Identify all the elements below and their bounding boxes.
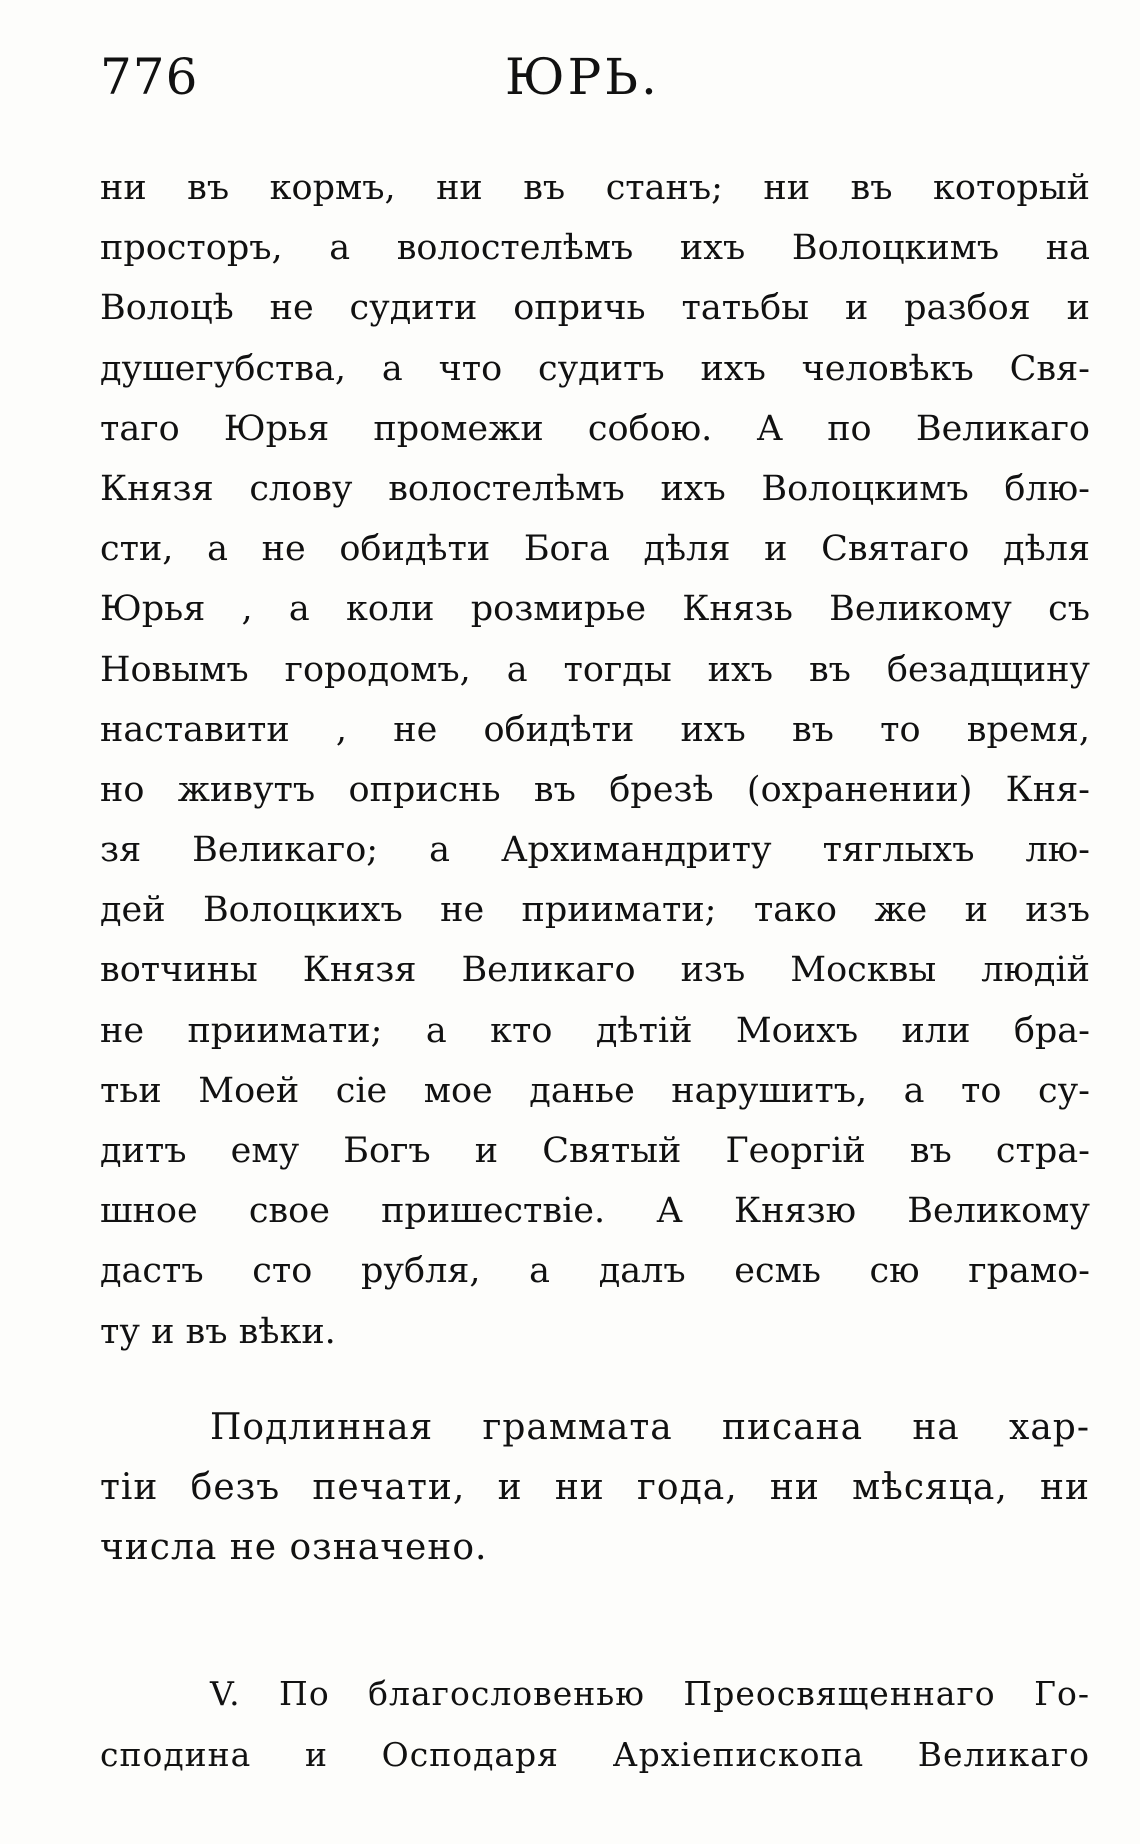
- text-line: наставити , не обидѣти ихъ въ то время,: [100, 709, 1090, 750]
- text-line: не приимати; а кто дѣтій Моихъ или бра-: [100, 1010, 1090, 1051]
- paragraph-spacer: [100, 1362, 1090, 1398]
- text-line: тьи Моей сіе мое данье нарушитъ, а то су-: [100, 1070, 1090, 1111]
- text-line: Юрья , а коли розмирье Князь Великому съ: [100, 589, 1090, 630]
- section-spacer: [100, 1578, 1090, 1664]
- page-header: [100, 48, 1080, 118]
- body-text: [100, 158, 1090, 1785]
- paragraph-note: [100, 1398, 1090, 1579]
- text-line: ту и въ вѣки.: [100, 1311, 336, 1352]
- text-line: зя Великаго; а Архимандриту тяглыхъ лю-: [100, 830, 1090, 871]
- text-line: таго Юрья промежи собою. А по Великаго: [100, 408, 1090, 449]
- running-head: ЮРЬ.: [505, 48, 660, 106]
- text-line: дей Волоцкихъ не приимати; тако же и изъ: [100, 890, 1090, 931]
- text-line: душегубства, а что судитъ ихъ человѣкъ Свя-: [100, 348, 1090, 389]
- text-line: числа не означено.: [100, 1527, 488, 1569]
- text-line: тіи безъ печати, и ни года, ни мѣсяца, ни: [100, 1466, 1090, 1508]
- paragraph-section: [100, 1664, 1090, 1784]
- text-line: сподина и Осподаря Архіепископа Великаго: [100, 1734, 1090, 1774]
- text-line: дастъ сто рубля, а далъ есмь сю грамо-: [100, 1251, 1090, 1292]
- page-number: 776: [100, 48, 199, 106]
- paragraph-main: [100, 158, 1090, 1362]
- text-line: сти, а не обидѣти Бога дѣля и Святаго дѣля: [100, 529, 1090, 570]
- text-line: Князя слову волостелѣмъ ихъ Волоцкимъ блю-: [100, 468, 1090, 509]
- text-line: дитъ ему Богъ и Святый Георгій въ стра-: [100, 1131, 1090, 1171]
- text-line: Волоцѣ не судити опричь татьбы и разбоя и: [100, 288, 1090, 329]
- text-line: просторъ, а волостелѣмъ ихъ Волоцкимъ на: [100, 228, 1090, 269]
- text-line: шное свое пришествіе. А Князю Великому: [100, 1191, 1090, 1232]
- text-line: Подлинная граммата писана на хар-: [210, 1406, 1090, 1448]
- text-line: но живутъ оприснь въ брезѣ (охранении) Кня-: [100, 769, 1090, 810]
- text-line: ни въ кормъ, ни въ станъ; ни въ который: [100, 168, 1090, 208]
- text-line: Новымъ городомъ, а тогды ихъ въ безадщину: [100, 649, 1090, 690]
- text-line: вотчины Князя Великаго изъ Москвы людій: [100, 950, 1090, 991]
- text-line: V. По благословенью Преосвященнаго Го-: [210, 1674, 1090, 1714]
